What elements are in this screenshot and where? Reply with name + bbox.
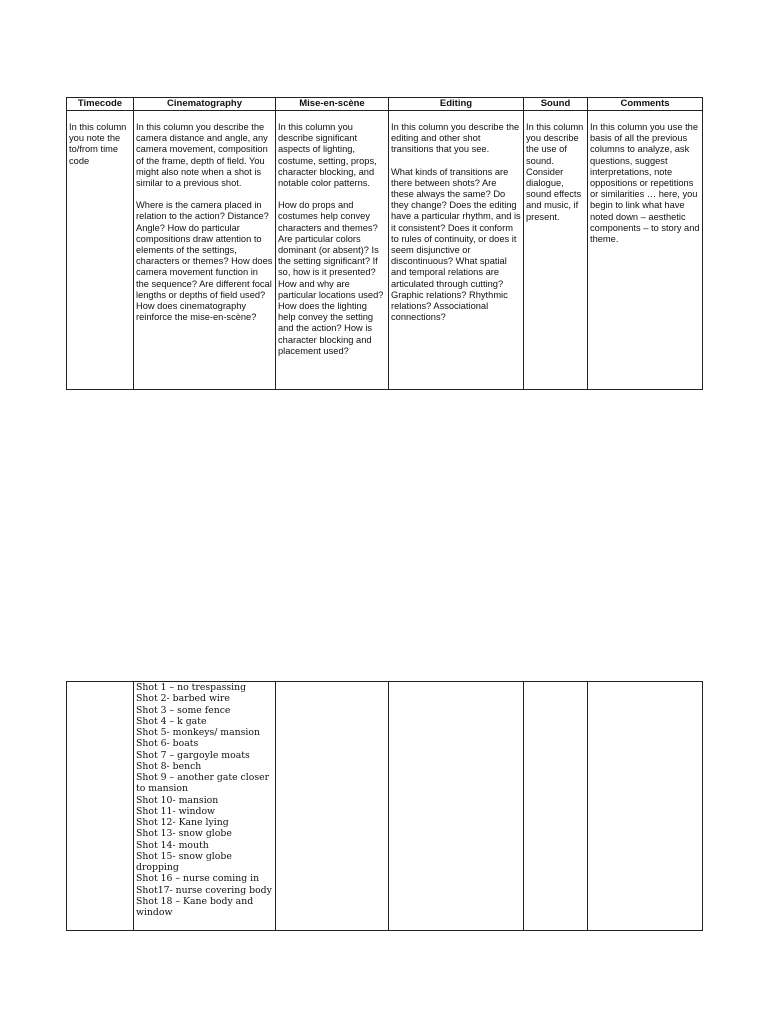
- header-comments: Comments: [588, 98, 703, 111]
- shot-item: Shot17- nurse covering body: [136, 884, 272, 896]
- guide-row: [67, 111, 703, 390]
- header-editing: Editing: [389, 98, 524, 111]
- mise-en-scene-text-1: In this column you describe significant aspects of lighting, costume, setting, props, character blocking, and notable color patterns.: [278, 122, 377, 189]
- shot-list-cell: [134, 682, 276, 931]
- shot-row: [67, 682, 703, 931]
- comments-cell: [588, 111, 703, 390]
- comments-text: In this column you use the basis of all the previous columns to analyze, ask questions, suggest interpretations, note oppositions or repetitions or similarities … here, you begin to link what have noted down – aesthetic components – to story and theme.: [590, 122, 700, 245]
- mise-en-scene-cell: [276, 111, 389, 390]
- shot-item: Shot 8- bench: [136, 760, 202, 772]
- header-timecode: Timecode: [67, 98, 134, 111]
- sound-text: In this column you describe the use of sound. Consider dialogue, sound effects and music, if present.: [526, 122, 584, 222]
- header-sound: Sound: [524, 98, 588, 111]
- shot-item: Shot 10- mansion: [136, 794, 219, 806]
- cinematography-cell: [134, 111, 276, 390]
- shot-item: Shot 11- window: [136, 805, 215, 817]
- shot-list: [136, 682, 273, 918]
- timecode-cell: [67, 111, 134, 390]
- editing-cell: [389, 111, 524, 390]
- shot-item: Shot 9 – another gate closer to mansion: [136, 772, 270, 795]
- shot-timecode-cell: [67, 682, 134, 931]
- header-cinematography: Cinematography: [134, 98, 276, 111]
- shot-comments-cell: [588, 682, 703, 931]
- sound-cell: [524, 111, 588, 390]
- shot-sound-cell: [524, 682, 588, 931]
- header-mise-en-scene: Mise-en-scène: [276, 98, 389, 111]
- shot-item: Shot 1 – no trespassing: [136, 682, 247, 693]
- shot-analysis-table: [66, 681, 703, 931]
- shot-editing-cell: [389, 682, 524, 931]
- shot-item: Shot 12- Kane lying: [136, 817, 229, 828]
- shot-item: Shot 13- snow globe: [136, 828, 232, 840]
- shot-item: Shot 3 – some fence: [136, 704, 231, 716]
- shot-item: Shot 18 – Kane body and window: [136, 895, 254, 918]
- mise-en-scene-text-2: How do props and costumes help convey characters and themes? Are particular colors dominant (or absent)? Is the setting significant? If so, how is it presented? How and why are particular locations used? How does the lighting help convey the setting and the action? How is character blocking and placement used?: [278, 200, 384, 356]
- shot-item: Shot 6- boats: [136, 738, 199, 750]
- shot-item: Shot 15- snow globe dropping: [136, 850, 232, 873]
- analysis-guide-table: [66, 97, 703, 390]
- shot-item: Shot 14- mouth: [136, 839, 209, 851]
- timecode-text: In this column you note the to/from time code: [69, 122, 127, 166]
- shot-item: Shot 7 – gargoyle moats: [136, 749, 250, 761]
- header-row: [67, 98, 703, 111]
- cinematography-text-2: Where is the camera placed in relation to the action? Distance? Angle? How do particular compositions draw attention to elements of the settings, characters or themes? How does camera movement function in the sequence? Are different focal lengths or depths of field used? How does cinematography reinforce the mise-en-scène?: [136, 200, 273, 323]
- shot-item: Shot 5- monkeys/ mansion: [136, 727, 260, 738]
- editing-text-2: What kinds of transitions are there between shots? Are these always the same? Do they change? Does the editing have a particular rhythm, and is it consistent? Does it conform to rules of continuity, or does it seem disjunctive or discontinuous? What spatial and temporal relations are articulated through cutting? Graphic relations? Rhythmic relations? Associational connections?: [391, 166, 521, 323]
- cinematography-text-1: In this column you describe the camera distance and angle, any camera movement, composition of the frame, depth of field. You might also note when a shot is similar to a previous shot.: [136, 122, 268, 189]
- editing-text-1: In this column you describe the editing and other shot transitions that you see.: [391, 122, 520, 155]
- shot-item: Shot 16 – nurse coming in: [136, 873, 260, 885]
- shot-item: Shot 2- barbed wire: [136, 693, 230, 705]
- shot-item: Shot 4 – k gate: [136, 715, 207, 727]
- shot-mise-en-scene-cell: [276, 682, 389, 931]
